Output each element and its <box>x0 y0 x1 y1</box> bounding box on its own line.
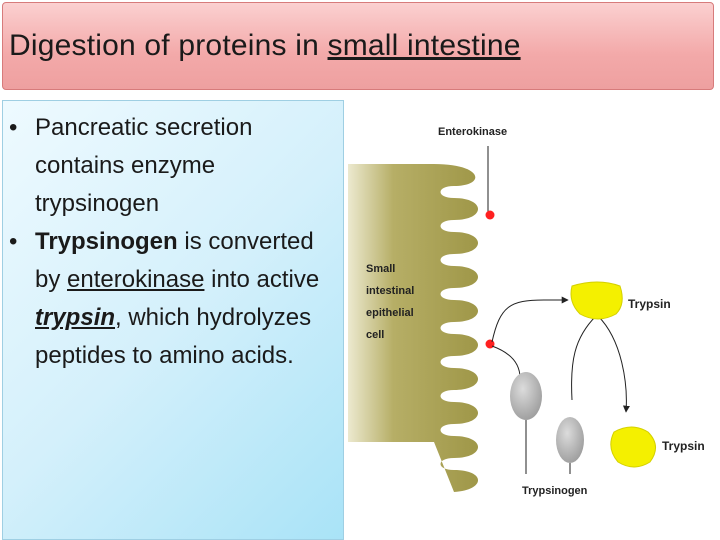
trypsin-activation-diagram <box>344 100 720 540</box>
bullet-marker: • <box>9 114 18 141</box>
cell-label-line-3: epithelial <box>366 307 414 319</box>
bullet-list <box>3 101 343 375</box>
enterokinase-term: enterokinase <box>67 266 205 293</box>
bullet-item-1 <box>9 109 339 223</box>
trypsin-label-bottom: Trypsin <box>662 439 705 453</box>
epithelial-cell-shape <box>348 164 478 492</box>
bullet-item-2 <box>9 223 339 375</box>
cell-label-line-1: Small <box>366 263 396 275</box>
cell-label-line-2: intestinal <box>366 285 415 297</box>
title-text-plain: Digestion of proteins in <box>9 29 328 62</box>
enterokinase-label: Enterokinase <box>438 126 508 138</box>
trypsin-blob-top <box>571 282 622 319</box>
trypsin-label-top: Trypsin <box>628 297 671 311</box>
activation-link-trypsinogen <box>492 346 520 378</box>
bullet-2-text-b: into active <box>204 266 320 293</box>
cell-label-line-4: cell <box>366 329 385 341</box>
enterokinase-dot-upper <box>486 211 495 220</box>
trypsin-cleavage-line <box>572 316 596 400</box>
trypsin-term: trypsin <box>35 304 116 331</box>
trypsin-blob-bottom <box>611 427 656 467</box>
slide-title <box>3 29 521 63</box>
trypsinogen-blob-left <box>510 372 542 420</box>
trypsinogen-blob-right <box>556 417 584 463</box>
bullet-2-text-a: is converted by <box>35 228 314 293</box>
bullet-panel <box>2 100 344 540</box>
title-bar <box>2 2 714 90</box>
activation-arrow-top <box>492 300 568 342</box>
bullet-1-text: Pancreatic secretion contains enzyme trypsinogen <box>35 114 253 217</box>
trypsinogen-term: Trypsinogen <box>35 228 178 255</box>
bullet-2-text-c: , which hydrolyzes peptides to amino acids. <box>35 304 312 369</box>
trypsinogen-label: Trypsinogen <box>522 485 588 497</box>
autoactivation-arrow <box>598 316 626 412</box>
title-text-underlined: small intestine <box>327 29 521 62</box>
bullet-marker: • <box>9 228 18 255</box>
enterokinase-dot-lower <box>486 340 495 349</box>
